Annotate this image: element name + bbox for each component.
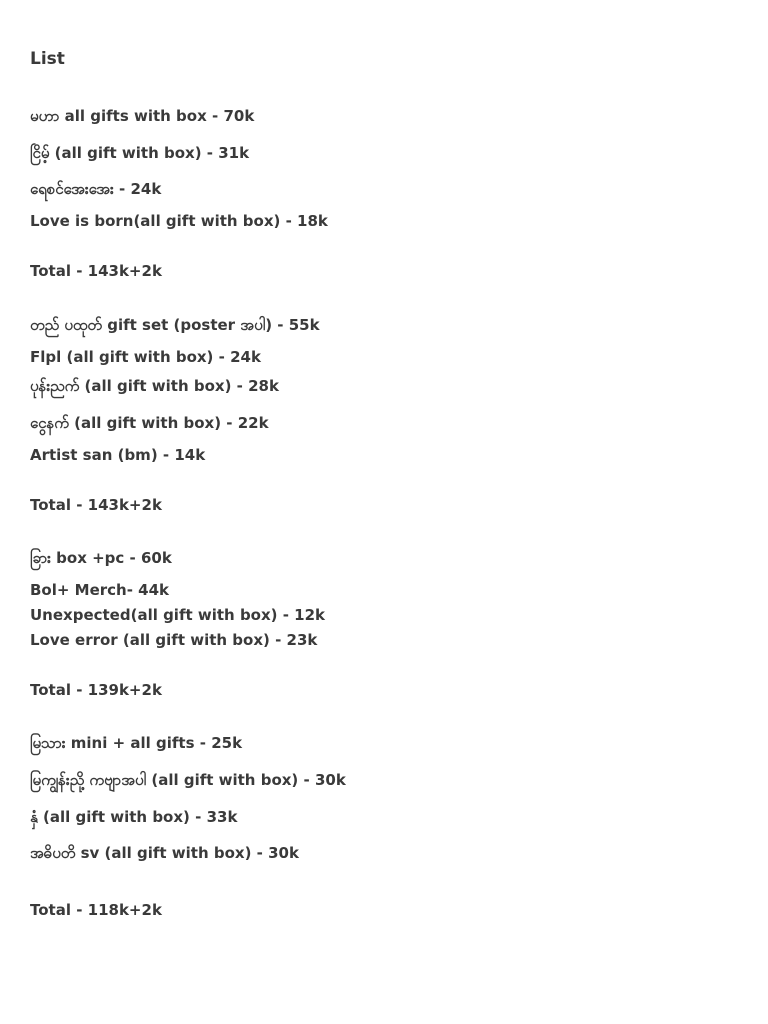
list-item: တည် ပထုတ် gift set (poster အပါ) - 55k [30,316,320,334]
group-total: Total - 118k+2k [30,901,162,919]
list-item: Artist san (bm) - 14k [30,446,206,464]
list-item: Unexpected(all gift with box) - 12k [30,606,326,624]
group-total: Total - 143k+2k [30,262,162,280]
group-total: Total - 143k+2k [30,496,162,514]
list-item: မြသား mini + all gifts - 25k [30,734,243,752]
list-item: ရေစင်အေးအေး - 24k [30,180,162,198]
list-item: အဓိပတိ sv (all gift with box) - 30k [30,844,299,862]
list-item: Bol+ Merch- 44k [30,581,170,599]
list-item: Flpl (all gift with box) - 24k [30,348,261,366]
list-item: မြကျွန်းညို့ ကဗျာအပါ (all gift with box) - 30k [30,771,346,789]
list-item: နှံ (all gift with box) - 33k [30,808,238,826]
note-title: List [30,49,65,69]
list-item: ပုန်းညက် (all gift with box) - 28k [30,377,279,395]
list-item: ငြိမ့် (all gift with box) - 31k [30,144,250,162]
list-item: ခြား box +pc - 60k [30,549,172,567]
list-item: Love is born(all gift with box) - 18k [30,212,328,230]
list-item: Love error (all gift with box) - 23k [30,631,318,649]
group-total: Total - 139k+2k [30,681,162,699]
list-item: မဟာ all gifts with box - 70k [30,107,255,125]
list-item: ငွေနက် (all gift with box) - 22k [30,414,269,432]
